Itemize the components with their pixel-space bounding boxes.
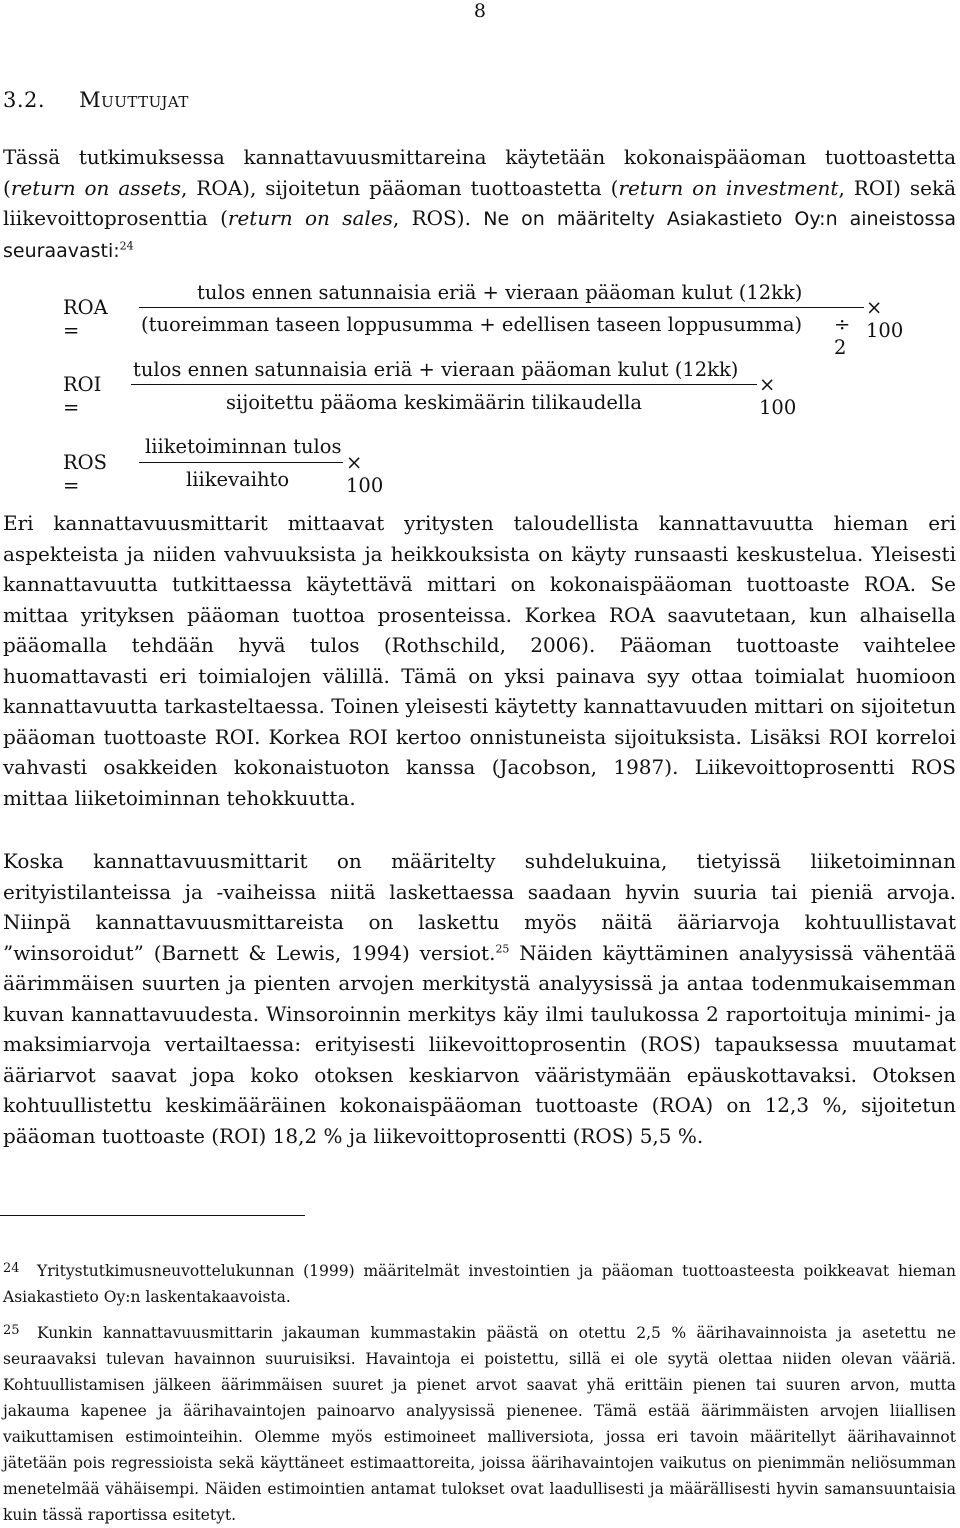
formula-roi-multiply: × 100 (759, 373, 797, 419)
formula-ros-denominator: liikevaihto (186, 468, 290, 491)
intro-paragraph (3, 142, 956, 266)
section-number: 3.2. (3, 88, 46, 112)
body-paragraph-2: Eri kannattavuusmittarit mittaavat yritysten taloudellista kannattavuutta hieman eri aspekteista ja niiden vahvuuksista ja heikkouksista on käyty runsaasti keskustelua. Yleisesti kannattavuutta tutkittaessa käytettävä mittari on kokonaispääoman tuottoaste ROA. Se mittaa yrityksen pääoman tuottoa prosenteissa. Korkea ROA saavutetaan, kun alhaisella pääomalla tehdään hyvä tulos (Rothschild, 2006). Pääoman tuottoaste vaihtelee huomattavasti eri toimialojen välillä. Tämä on yksi painava syy ottaa toimialat huomioon kannattavuutta tarkasteltaessa. Toinen yleisesti käytetty kannattavuuden mittari on sijoitetun pääoman tuottoaste ROI. Korkea ROI kertoo onnistuneista sijoituksista. Lisäksi ROI korreloi vahvasti osakkeiden kokonaistuoton kanssa (Jacobson, 1987). Liikevoittoprosentti ROS mittaa liiketoiminnan tehokkuutta. (3, 511, 956, 810)
formula-roi-denominator: sijoitettu pääoma keskimäärin tilikaudella (226, 391, 643, 414)
formula-ros-fraction-line (139, 462, 343, 463)
intro-text-2: , ROA), sijoitetun pääoman tuottoastetta ( (180, 175, 619, 200)
para3-text-2: Näiden käyttäminen analyysissä vähentää äärimmäisen suurten ja pienten arvojen merkitystä analyysissä ja antaa todenmukaisemman kuvan kannattavuudesta. Winsoroinnin merkitys käy ilmi taulukossa 2 raportoituja minimi- ja maksimiarvoja vertailtaessa: erityisesti liikevoittoprosentin (ROS) tapauksessa muutamat ääriarvot saavat jopa koko otoksen keskiarvon vääristymään epäuskottavaksi. Otoksen kohtuullistettu keskimääräinen kokonaispääoman tuottoaste (ROA) on 12,3 %, sijoitetun pääoman tuottoaste (ROI) 18,2 % ja liikevoittoprosentti (ROS) 5,5 %. (3, 940, 957, 1148)
section-title: Muuttujat (79, 88, 189, 112)
formula-roa-multiply: × 100 (866, 296, 904, 342)
formula-roi-fraction-line (131, 384, 757, 385)
section-heading (3, 88, 189, 112)
intro-text-5: Ne on määritelty Asiakastieto Oy:n aineistossa seuraavasti: (3, 208, 956, 262)
formula-roi-lhs: ROI = (63, 373, 102, 419)
formula-roa-lhs: ROA = (63, 296, 108, 342)
intro-text-1: Tässä tutkimuksessa kannattavuusmittareina käytetään kokonaispääoman tuottoastetta ( (3, 145, 956, 200)
footnote-25 (3, 1318, 956, 1528)
formula-roa-fraction-line (139, 307, 864, 308)
footnote-ref-25: 25 (495, 941, 510, 955)
formula-ros-multiply: × 100 (346, 451, 384, 497)
formula-ros-numerator: liiketoiminnan tulos (145, 435, 342, 458)
para3-text-1: Koska kannattavuusmittarit on määritelty suhdelukuina, tietyissä liiketoiminnan erityistilanteissa ja -vaiheissa niitä laskettaessa saadaan hyvin suuria tai pieniä arvoja. Niinpä kannattavuusmittareista on laskettu myös näitä ääriarvoja kohtuullistavat ”winsoroidut” (Barnett & Lewis, 1994) versiot. (3, 849, 956, 965)
footnote-24 (3, 1256, 956, 1310)
footnote-25-text: Kunkin kannattavuusmittarin jakauman kummastakin päästä on otettu 2,5 % äärihavainnoista ja asetettu ne seuraavaksi tulevan havainnon suuruisiksi. Havaintoja ei poistettu, sillä ei ole syytä olettaa niiden olevan vääriä. Kohtuullistamisen jälkeen äärimmäisen suuret ja pienet arvot saavat yhä erittäin pienen tai suuren arvon, mutta jakauma kapenee ja äärihavaintojen painoarvo analyysissä pienenee. Tämä estää äärimmäisten arvojen liiallisen vaikuttamisen estimointeihin. Olemme myös estimoineet malliversiota, jossa eri tavoin määritellyt äärihavainnot jätetään pois regressioista sekä käyttäneet estimaattoreita, joissa äärihavaintojen vaikutus on pienimmän neliösumman menetelmää vähäisempi. Näiden estimointien antamat tulokset ovat laadullisesti ja määrällisesti hyvin samansuuntaisia kuin tässä raportissa esitetyt. (3, 1324, 956, 1524)
page-number: 8 (473, 0, 486, 22)
formula-roa-denominator: (tuoreimman taseen loppusumma + edellisen taseen loppusumma) (141, 313, 803, 336)
intro-term-roi: return on investment (618, 175, 839, 200)
intro-text-3: , ROI) sekä liikevoittoprosenttia ( (3, 175, 957, 230)
footnote-25-mark: 25 (3, 1323, 20, 1338)
footnote-ref-24: 24 (119, 238, 134, 252)
footnote-24-text: Yritystutkimusneuvottelukunnan (1999) määritelmät investointien ja pääoman tuottoasteesta poikkeavat hieman Asiakastieto Oy:n laskentakaavoista. (3, 1262, 956, 1306)
footnote-separator (0, 1215, 305, 1216)
intro-text-4: , ROS). (392, 206, 484, 230)
formula-roi-numerator: tulos ennen satunnaisia eriä + vieraan pääoman kulut (12kk) (133, 358, 739, 381)
body-paragraph-3 (3, 846, 956, 1151)
formula-roa-numerator: tulos ennen satunnaisia eriä + vieraan pääoman kulut (12kk) (197, 281, 803, 304)
formula-roa-divide: ÷ 2 (834, 313, 851, 359)
intro-term-roa: return on assets (10, 175, 181, 200)
footnote-24-mark: 24 (3, 1261, 20, 1276)
intro-term-ros: return on sales (227, 206, 393, 230)
formula-ros-lhs: ROS = (63, 451, 108, 497)
